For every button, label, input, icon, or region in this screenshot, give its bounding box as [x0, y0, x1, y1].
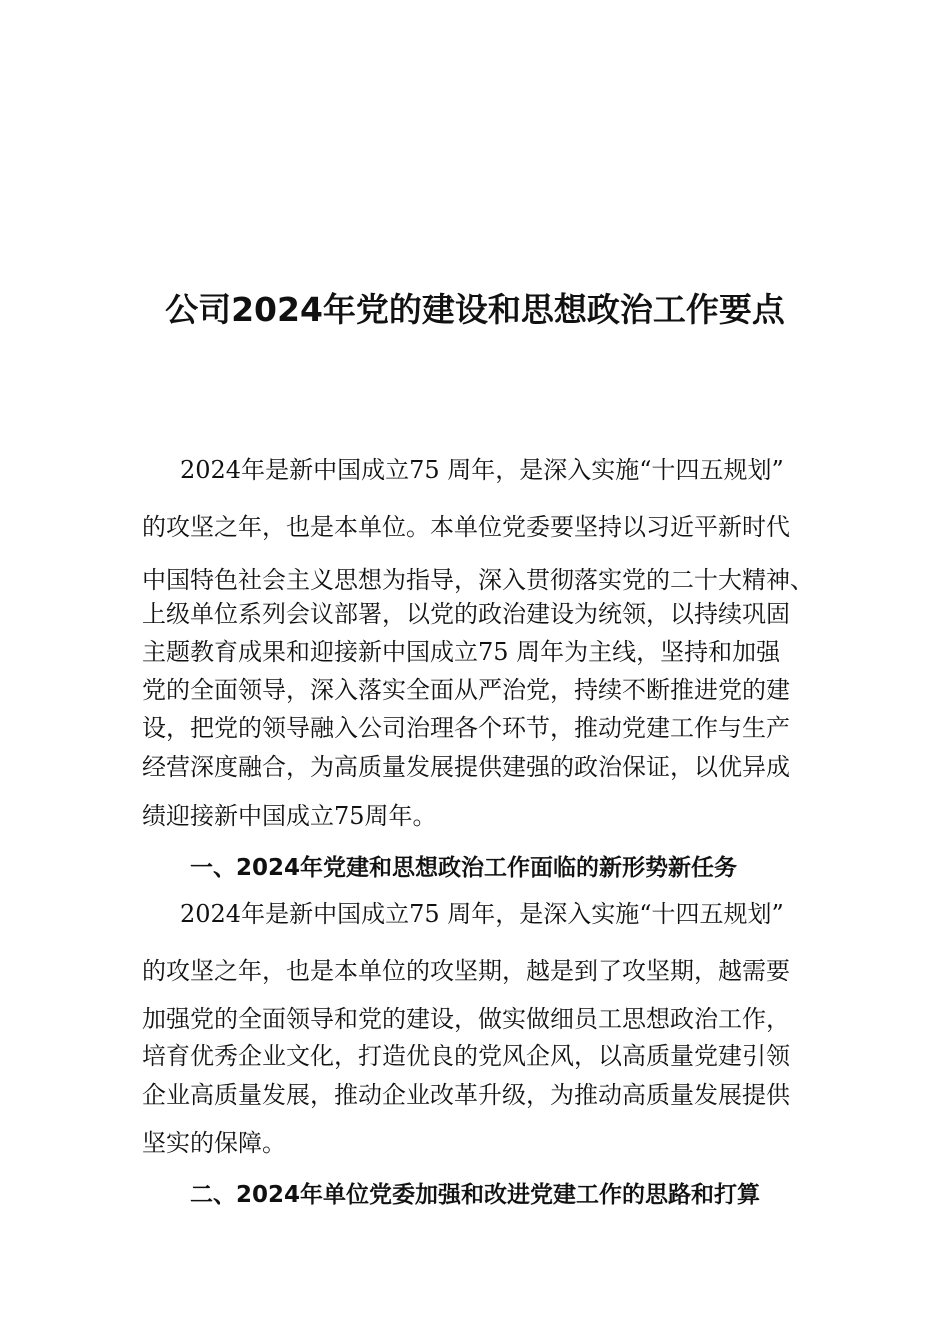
- paragraph-line: 主题教育成果和迎接新中国成立75 周年为主线，坚持和加强: [142, 638, 781, 666]
- paragraph-line: 2024年是新中国成立75 周年，是深入实施“十四五规划”: [180, 900, 784, 928]
- paragraph-line: 党的全面领导，深入落实全面从严治党，持续不断推进党的建: [142, 676, 790, 704]
- section-heading-2: 二、2024年单位党委加强和改进党建工作的思路和打算: [190, 1182, 761, 1208]
- paragraph-line: 设，把党的领导融入公司治理各个环节，推动党建工作与生产: [142, 714, 790, 742]
- paragraph-line: 企业高质量发展，推动企业改革升级，为推动高质量发展提供: [142, 1081, 790, 1109]
- paragraph-line: 中国特色社会主义思想为指导，深入贯彻落实党的二十大精神、: [142, 566, 814, 594]
- paragraph-line: 2024年是新中国成立75 周年，是深入实施“十四五规划”: [180, 456, 784, 484]
- section-heading-1: 一、2024年党建和思想政治工作面临的新形势新任务: [190, 855, 738, 881]
- document-title: 公司2024年党的建设和思想政治工作要点: [165, 290, 785, 329]
- paragraph-line: 加强党的全面领导和党的建设，做实做细员工思想政治工作，: [142, 1005, 790, 1033]
- paragraph-line: 的攻坚之年，也是本单位的攻坚期，越是到了攻坚期，越需要: [142, 957, 790, 985]
- paragraph-line: 绩迎接新中国成立75周年。: [142, 802, 437, 830]
- paragraph-line: 培育优秀企业文化，打造优良的党风企风，以高质量党建引领: [142, 1042, 790, 1070]
- paragraph-line: 经营深度融合，为高质量发展提供建强的政治保证，以优异成: [142, 753, 790, 781]
- paragraph-line: 的攻坚之年，也是本单位。本单位党委要坚持以习近平新时代: [142, 513, 790, 541]
- paragraph-line: 坚实的保障。: [142, 1129, 286, 1157]
- paragraph-line: 上级单位系列会议部署，以党的政治建设为统领，以持续巩固: [142, 600, 790, 628]
